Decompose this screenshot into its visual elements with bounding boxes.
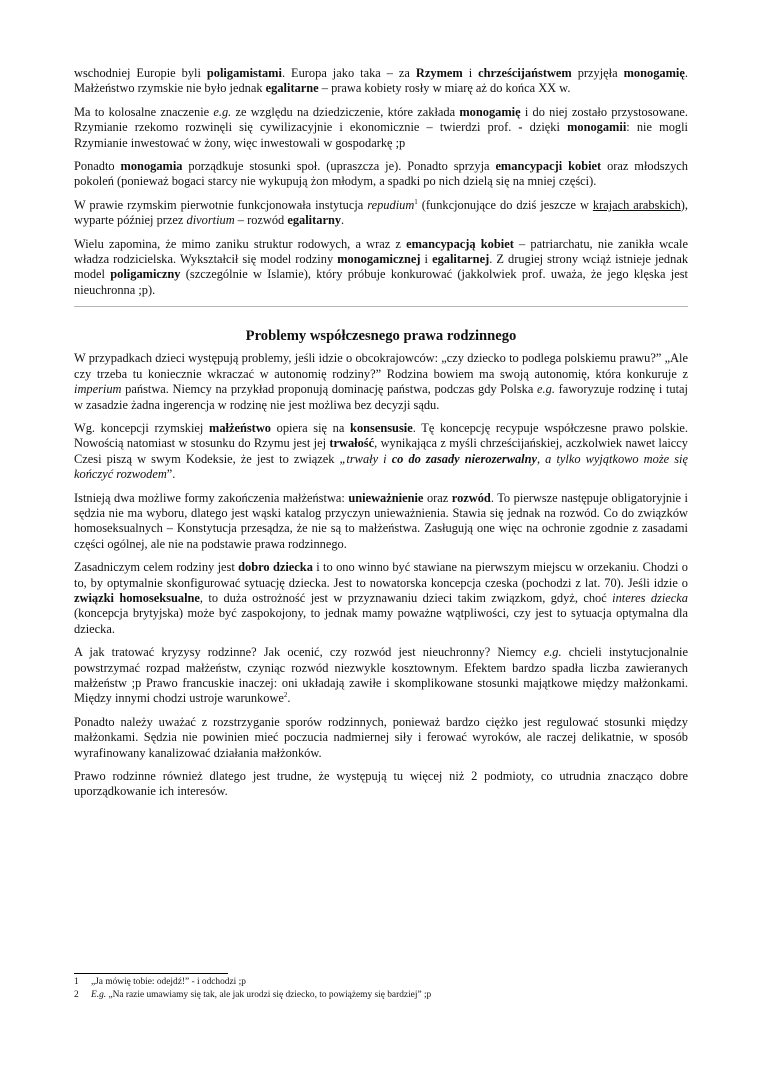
text-run: i to ono winno być stawiane na pierwszym miejscu w orzekaniu. Chodzi o to, by optymalnie skonfigurować sytuację dziecka. Jest to nowatorska koncepcja czeska (pochodzi z lat. 70). Jeśli idzie o [74, 560, 688, 590]
paragraph [74, 645, 688, 707]
text-run: , wynikająca z myśli chrześcijańskiej, aczkolwiek nawet laiccy Czesi piszą w swym Kodeksie, że jest to związek [74, 436, 688, 466]
text-run: - [518, 120, 523, 135]
text-run: divortium [186, 213, 235, 228]
text-run: przyjęła [571, 66, 624, 80]
text-run: rozwód [451, 490, 491, 505]
text-run: – prawa kobiety rosły w miarę aż do końca XX w. [318, 81, 571, 96]
text-run: Ponadto należy uważać z rozstrzyganie sporów rodzinnych, ponieważ bardzo ciężko jest regulować stosunki między małżonkami. Sędzia nie powinien mieć poczucia nadmiernej siły i ferować wyroków, ale raczej delikatnie, w sposób wyrafinowany kanalizować działania małżonków. [74, 714, 688, 760]
text-run: „trwały i [339, 451, 392, 466]
text-run: małżeństwo [209, 420, 271, 435]
text-run: : nie mogli Rzymianie inwestować w żony, więc inwestowali w gospodarkę ;p [74, 120, 688, 150]
text-run: chrześcijaństwem [478, 66, 572, 80]
text-run: poligamistami [206, 66, 282, 80]
text-run: ”. [166, 467, 176, 482]
text-run: Zasadniczym celem rodziny jest [74, 560, 239, 575]
footnote [74, 989, 688, 1002]
text-run: ), wyparte później przez [74, 197, 688, 228]
text-run: oraz [423, 490, 452, 505]
text-run: i [462, 66, 479, 80]
text-run: związki homoseksualne [74, 590, 200, 605]
text-run: konsensusie [350, 420, 413, 435]
text-run: państwa. Niemcy na przykład proponują dominację państwa, podczas gdy Polska [121, 382, 538, 397]
text-run: W prawie rzymskim pierwotnie funkcjonowała instytucja [74, 197, 368, 212]
text-run: ze względu na dziedziczenie, które zakłada [231, 104, 460, 119]
paragraph [74, 491, 688, 553]
footnote-text [91, 989, 431, 1002]
text-run: , to duża ostrożność jest w przyznawaniu dzieci takim związkom, gdyż, choć [199, 590, 613, 605]
document-body [74, 66, 688, 808]
text-run: porządkuje stosunki społ. (upraszcza je). Ponadto sprzyja [182, 159, 496, 174]
footnote-ref: 2 [283, 691, 288, 700]
text-run: wschodniej Europie byli [74, 66, 207, 80]
text-run: . Małżeństwo rzymskie nie było jednak [74, 66, 688, 96]
text-run: . Europa jako taka – za [281, 66, 416, 80]
text-run: imperium [74, 382, 122, 397]
text-run: – rozwód [234, 213, 288, 228]
text-run: Istnieją dwa możliwe formy zakończenia małżeństwa: [74, 490, 349, 505]
paragraph [74, 159, 688, 190]
text-run: egalitarnej [432, 252, 490, 267]
paragraph [74, 769, 688, 800]
text-run: „Ja mówię tobie: odejdź!” - i odchodzi ;p [91, 977, 246, 987]
text-run: oraz młodszych pokoleń (ponieważ bogaci starcy nie wykupują żon młodym, a spadki po nich dzielą się na mniej części). [74, 159, 688, 189]
text-run: (koncepcja brytyjska) może być zaspokojony, to jednak mamy poważne wątpliwości, czy jest to sytuacja optymalna dla dziecka. [74, 606, 688, 636]
text-run: A jak tratować kryzysy rodzinne? Jak ocenić, czy rozwód jest nieuchronny? Niemcy [74, 645, 544, 660]
text-run: . [341, 213, 345, 228]
text-run: i do niej zostało przystosowane. Rzymianie rzekomo rozwinęli się cywilizacyjnie i ekonomicznie – twierdzi prof. [74, 104, 688, 135]
paragraph [74, 560, 688, 637]
text-run: , a tylko wyjątkowo może się kończyć rozwodem [74, 451, 688, 482]
text-run: repudium [367, 197, 415, 212]
paragraph [74, 66, 688, 97]
text-run: . To pierwsze następuje obligatoryjnie i sędzia nie ma wyboru, dlatego jest wąski katalog przyczyn unieważnienia. Stawia się jednak na rozwód. Co do związków homoseksualnych – Konstytucja przesądza, że nie są to małżeństwa. Zasługują one więc na ochronie zgodnie z zasadami części ogólnej, ale nie na podstawie prawa rodzinnego. [74, 490, 688, 551]
text-run[interactable]: krajach arabskich [592, 197, 681, 212]
text-run: e.g. [537, 382, 555, 397]
text-run: . Z drugiej strony wciąż istnieje jednak model [74, 252, 689, 282]
text-run: dzięki [522, 120, 568, 135]
text-run: „Na razie umawiamy się tak, ale jak urodzi się dziecko, to powiążemy się bardziej” ;p [106, 989, 432, 1000]
section-heading: Problemy współczesnego prawa rodzinnego [245, 328, 517, 345]
text-run: monogamię [459, 104, 521, 119]
text-run: chcieli instytucjonalnie powstrzymać rozpad małżeństw, czyniąc rozwód niezwykle kosztownym. Efektem bardzo spadła liczba zawieranych małżeństw ;p Prawo francuskie inaczej: oni układają zawiłe i skomplikowane stosunki majątkowe między małżonkami. Między innymi chodzi ustroje warunkowe [74, 645, 688, 706]
text-run: e.g. [543, 645, 562, 660]
text-run: (funkcjonujące do dziś jeszcze w [417, 197, 593, 212]
paragraph [74, 237, 688, 299]
text-run: emancypacją kobiet [406, 236, 514, 251]
section-divider [74, 306, 688, 307]
text-run: monogamii [567, 120, 627, 135]
text-run: emancypacji kobiet [495, 159, 602, 174]
text-run: trwałość [329, 436, 375, 451]
text-run: unieważnienie [348, 490, 424, 505]
footnote-number: 1 [74, 977, 79, 987]
text-run: Wg. koncepcji rzymskiej [74, 420, 210, 435]
text-run: i [420, 252, 433, 267]
text-run: . Tę koncepcję recypuje współczesne prawo polskie. Nowością natomiast w stosunku do Rzymu jest jej [74, 420, 688, 451]
text-run: monogamicznej [337, 252, 421, 267]
paragraph [74, 105, 688, 151]
footnote [74, 976, 688, 989]
footnote-ref: 1 [414, 197, 418, 206]
text-run: e.g. [213, 104, 232, 119]
paragraph [74, 198, 688, 229]
text-run: (szczególnie w Islamie), który próbuje konkurować (jakkolwiek prof. uważa, że jego klęska jest nieuchronna ;p). [74, 267, 689, 297]
text-run: poligamiczny [110, 267, 181, 282]
text-run: egalitarny [287, 213, 342, 228]
text-run: faworyzuje rodzinę i tutaj w zasadzie żadna ingerencja w rodzinę nie jest możliwa bez decyzji sądu. [74, 382, 688, 412]
text-run: egalitarne [265, 81, 319, 96]
text-run: . [287, 691, 291, 706]
text-run: co do zasady nierozerwalny [391, 451, 538, 466]
text-run: Ma to kolosalne znaczenie [74, 104, 214, 119]
footnote-number: 2 [74, 989, 79, 1000]
footnote-separator [74, 973, 228, 974]
text-run: W przypadkach dzieci występują problemy, jeśli idzie o obcokrajowców: „czy dziecko to podlega polskiemu prawu?” „Ale czy trzeba tu koniecznie wkraczać w autonomię rodziny?” Rodzina bowiem ma swoją autonomię, która konkuruje z [74, 351, 688, 381]
text-run: interes dziecka [612, 590, 688, 605]
text-run: dobro dziecka [238, 560, 313, 575]
text-run: monogamia [120, 159, 183, 174]
paragraph [74, 351, 688, 413]
text-run: Rzymem [415, 66, 463, 80]
text-run: Wielu zapomina, że mimo zaniku struktur rodowych, a wraz z [74, 236, 407, 251]
text-run: monogamię [623, 66, 685, 80]
text-run: Prawo rodzinne również dlatego jest trudne, że występują tu więcej niż 2 podmioty, co utrudnia znacząco dobre uporządkowanie ich interesów. [74, 769, 688, 799]
footnote-text [91, 976, 246, 989]
text-run: opiera się na [270, 420, 351, 435]
text-run: E.g. [91, 989, 107, 1000]
text-run: Ponadto [74, 159, 121, 174]
paragraph [74, 421, 688, 483]
footnotes [74, 973, 688, 1001]
paragraph [74, 715, 688, 761]
text-run: – patriarchatu, nie zanikła wcale władza rodzicielska. Wykształcił się model rodziny [74, 236, 688, 267]
